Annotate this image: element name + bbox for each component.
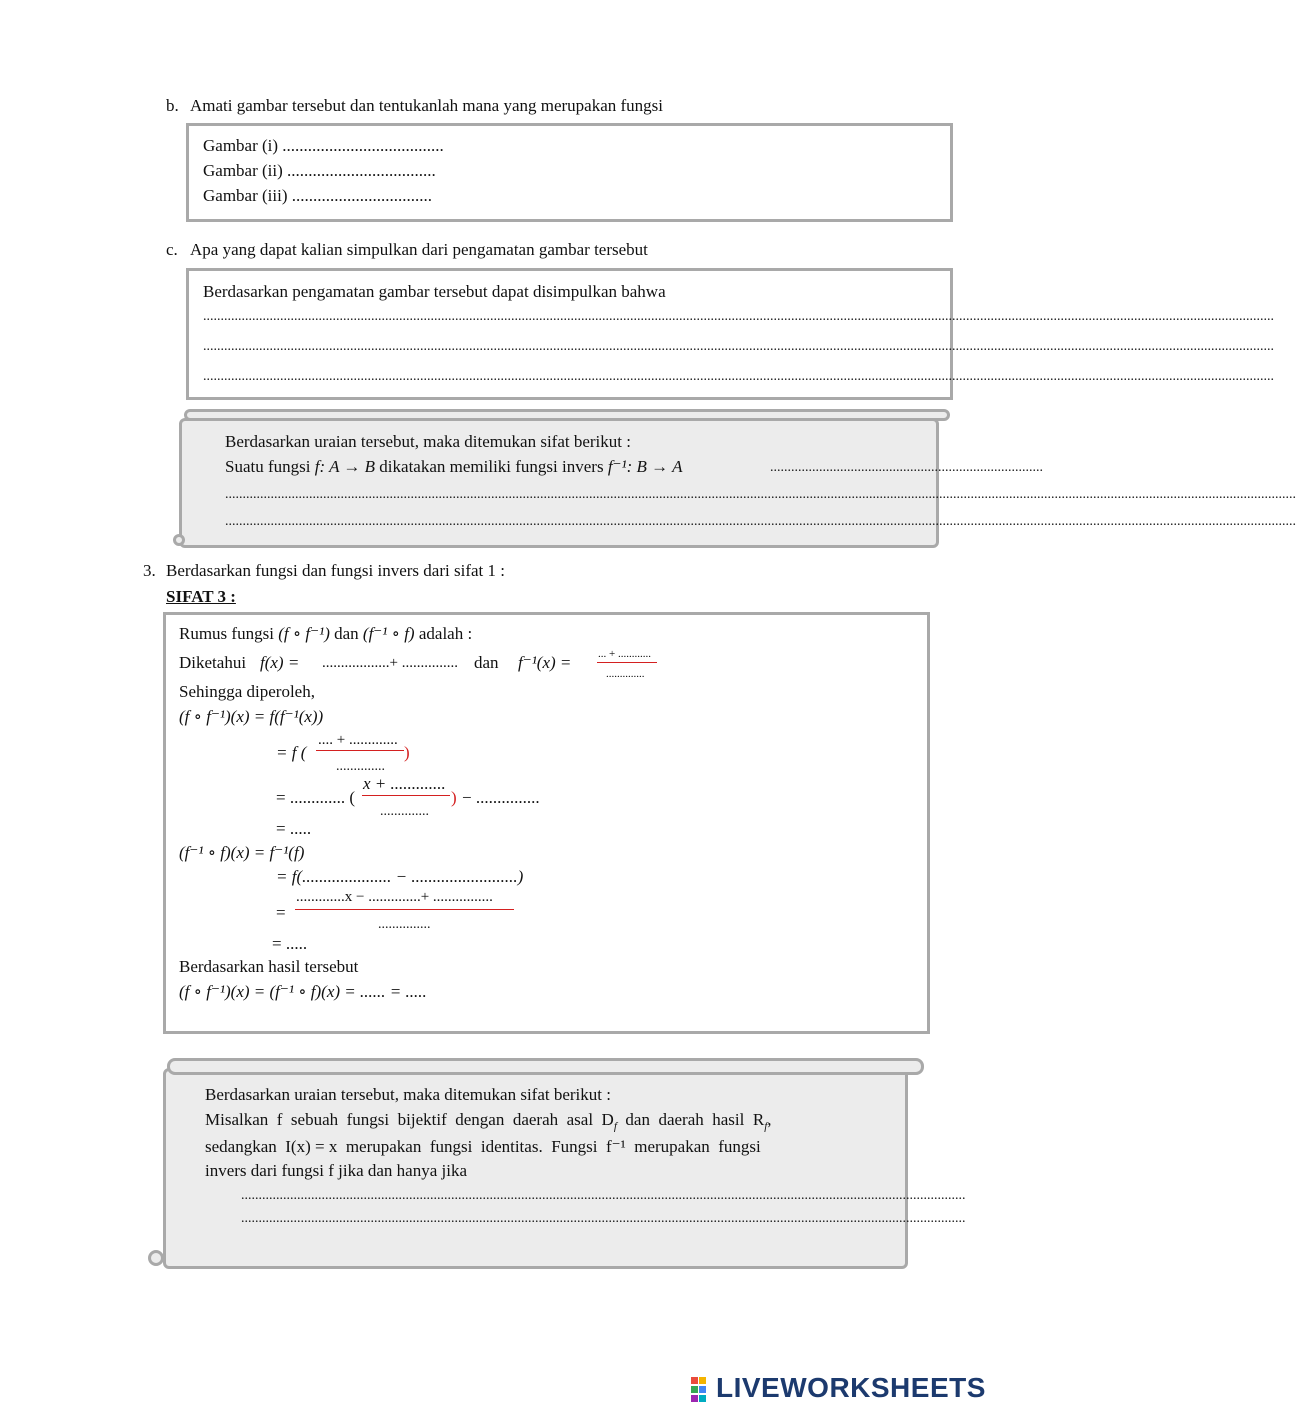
final-equality[interactable]: (f ∘ f⁻¹)(x) = (f⁻¹ ∘ f)(x) = ...... = ..... bbox=[179, 982, 427, 1001]
step2-numerator[interactable]: x + ............. bbox=[363, 774, 446, 793]
scroll-1-line-2: Suatu fungsi f: A → B dikatakan memiliki fungsi invers f⁻¹: B → A bbox=[225, 457, 683, 476]
answer-line-1[interactable]: .................................................................................................................................................................................................................................................................................................................. bbox=[203, 309, 1274, 324]
part-c-question: Apa yang dapat kalian simpulkan dari pengamatan gambar tersebut bbox=[190, 240, 648, 259]
step1-close: ) bbox=[404, 743, 410, 762]
fx-blank[interactable]: ..................+ ............... bbox=[322, 655, 458, 671]
gambar-ii-line[interactable]: Gambar (ii) ................................... bbox=[203, 161, 436, 180]
step2-close: ) bbox=[451, 788, 457, 807]
dan-label: dan bbox=[474, 653, 499, 672]
part-b-label: b. bbox=[166, 96, 179, 115]
scroll-2-line-3: sedangkan I(x) = x merupakan fungsi identitas. Fungsi f⁻¹ merupakan fungsi bbox=[205, 1137, 761, 1156]
gambar-iii-line[interactable]: Gambar (iii) ................................. bbox=[203, 186, 432, 205]
step1-denominator[interactable]: .............. bbox=[336, 759, 385, 774]
scroll-2-curl bbox=[148, 1250, 164, 1266]
step5-denominator[interactable]: ............... bbox=[378, 917, 431, 932]
item-3-number: 3. bbox=[143, 561, 156, 580]
finv-equals: f⁻¹(x) = bbox=[518, 653, 572, 672]
scroll-2-blank-2[interactable]: ............................................................................................................................................................................................................... bbox=[241, 1211, 966, 1226]
step1-fraction-bar bbox=[316, 750, 404, 751]
fx-equals: f(x) = bbox=[260, 653, 300, 672]
scroll-1-top-roll bbox=[184, 409, 950, 421]
step2-fraction-bar bbox=[362, 795, 450, 796]
gambar-i-line[interactable]: Gambar (i) ...................................... bbox=[203, 136, 444, 155]
rumus-line: Rumus fungsi (f ∘ f⁻¹) dan (f⁻¹ ∘ f) adalah : bbox=[179, 624, 473, 643]
scroll-2-line-2: Misalkan f sebuah fungsi bijektif dengan daerah asal $D_f$ dan daerah hasil $R_f$, bbox=[205, 1110, 772, 1133]
scroll-2-line-1: Berdasarkan uraian tersebut, maka ditemukan sifat berikut : bbox=[205, 1085, 611, 1104]
liveworksheets-logo: LIVEWORKSHEETS bbox=[716, 1372, 986, 1403]
answer-line-2[interactable]: .................................................................................................................................................................................................................................................................................................................. bbox=[203, 339, 1274, 354]
step5-numerator[interactable]: .............x − ..............+ ................ bbox=[296, 889, 493, 905]
scroll-1-line-1: Berdasarkan uraian tersebut, maka ditemukan sifat berikut : bbox=[225, 432, 631, 451]
berdasarkan-hasil: Berdasarkan hasil tersebut bbox=[179, 957, 359, 976]
scroll-1-blank-3[interactable]: .................................................................................................................................................................................................................................................................................................................. bbox=[225, 514, 1296, 529]
conclusion-intro: Berdasarkan pengamatan gambar tersebut dapat disimpulkan bahwa bbox=[203, 282, 666, 301]
finv-denominator[interactable]: .............. bbox=[606, 668, 645, 680]
answer-box-c bbox=[186, 268, 1274, 400]
answer-box-b bbox=[186, 123, 953, 222]
fog-inv-line: (f ∘ f⁻¹)(x) = f(f⁻¹(x)) bbox=[179, 707, 324, 726]
step1-eq: = f ( bbox=[276, 743, 307, 762]
step3-result[interactable]: = ..... bbox=[276, 819, 312, 838]
scroll-2-top-roll bbox=[167, 1058, 924, 1075]
diketahui-label: Diketahui bbox=[179, 653, 247, 672]
scroll-1-blank-2[interactable]: .................................................................................................................................................................................................................................................................................................................. bbox=[225, 487, 1296, 502]
finv-of-f-line: (f⁻¹ ∘ f)(x) = f⁻¹(f) bbox=[179, 843, 305, 862]
part-b-question: Amati gambar tersebut dan tentukanlah mana yang merupakan fungsi bbox=[190, 96, 664, 115]
step2-tail[interactable]: − ............... bbox=[462, 788, 540, 807]
step5-eq: = bbox=[276, 903, 286, 922]
item-3-text: Berdasarkan fungsi dan fungsi invers dari sifat 1 : bbox=[166, 561, 505, 580]
step2-denominator[interactable]: .............. bbox=[380, 804, 429, 819]
scroll-1-blank-1[interactable]: .............................................................................. bbox=[770, 460, 1043, 475]
step2-eq[interactable]: = ............. ( bbox=[276, 788, 355, 807]
sehingga-line: Sehingga diperoleh, bbox=[179, 682, 315, 701]
finv-fraction-bar bbox=[597, 662, 657, 663]
liveworksheets-logo-icon bbox=[691, 1377, 713, 1403]
scroll-2-blank-1[interactable]: ............................................................................................................................................................................................................... bbox=[241, 1188, 966, 1203]
step6-result[interactable]: = ..... bbox=[272, 934, 308, 953]
finv-numerator[interactable]: ... + ............ bbox=[598, 648, 651, 660]
part-c-label: c. bbox=[166, 240, 178, 259]
step5-fraction-bar bbox=[295, 909, 514, 910]
step4-line[interactable]: = f(..................... − .........................) bbox=[276, 867, 524, 886]
step1-numerator[interactable]: .... + ............. bbox=[318, 732, 398, 748]
answer-line-3[interactable]: .................................................................................................................................................................................................................................................................................................................. bbox=[203, 369, 1274, 384]
scroll-2-line-4: invers dari fungsi f jika dan hanya jika bbox=[205, 1161, 468, 1180]
scroll-1-curl bbox=[173, 534, 185, 546]
sifat-3-heading: SIFAT 3 : bbox=[166, 587, 236, 606]
